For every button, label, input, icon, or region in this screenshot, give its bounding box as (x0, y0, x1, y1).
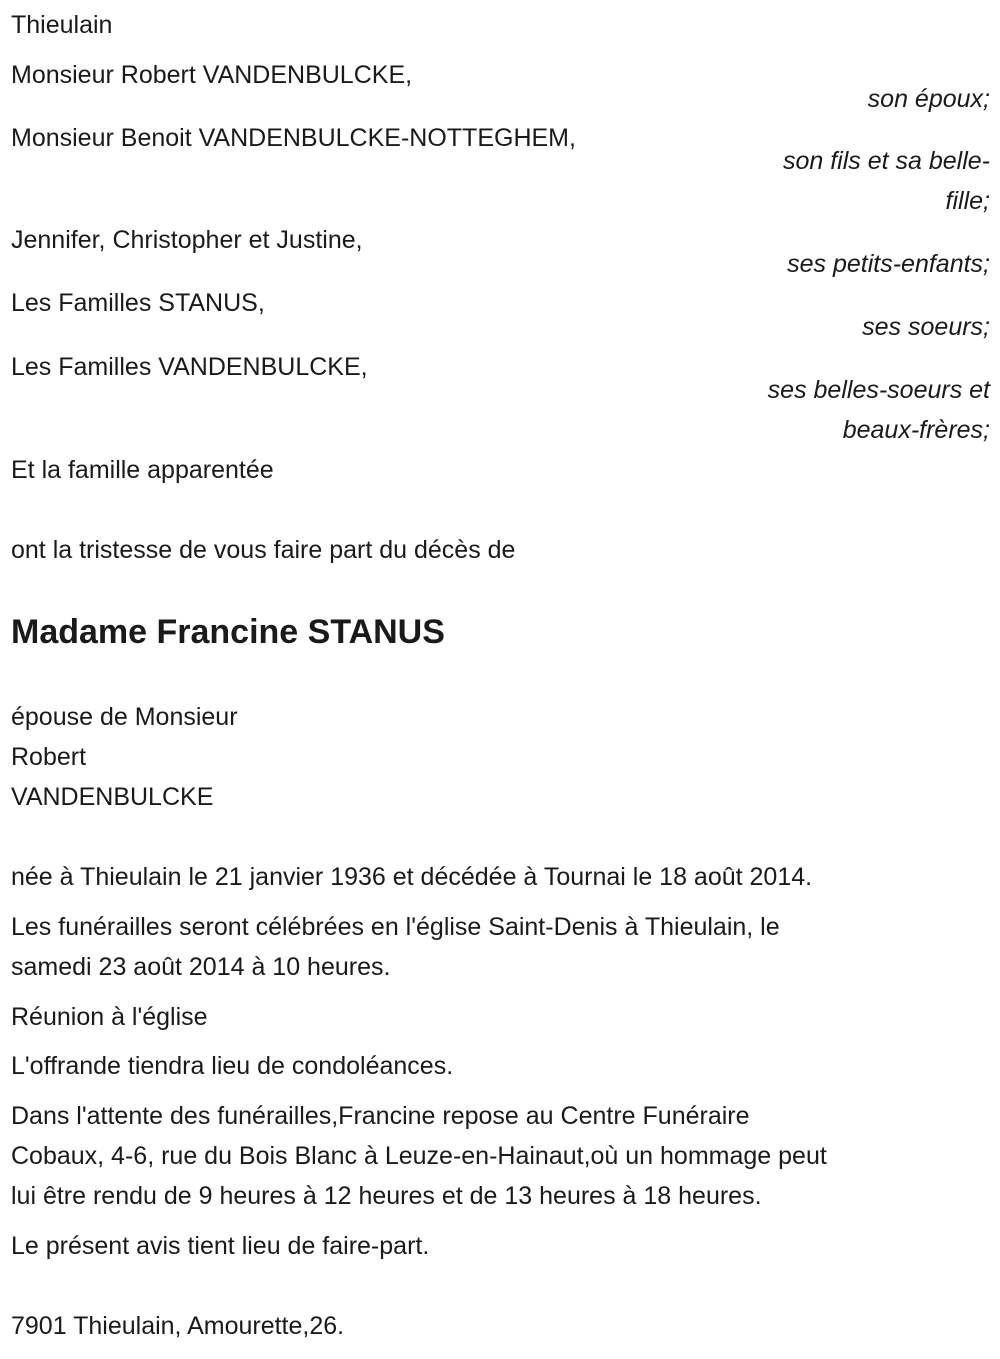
family-relation: son fils et sa belle- (782, 147, 990, 175)
family-name: Jennifer, Christopher et Justine, (11, 226, 363, 254)
announcement: ont la tristesse de vous faire part du décès de (11, 536, 516, 564)
funeral-line: Les funérailles seront célébrées en l'église Saint-Denis à Thieulain, le (11, 913, 780, 941)
viewing-line: lui être rendu de 9 heures à 12 heures et de 13 heures à 18 heures. (11, 1182, 762, 1210)
family-relation: ses petits-enfants; (787, 250, 990, 278)
address: 7901 Thieulain, Amourette,26. (11, 1312, 345, 1340)
family-relation: ses belles-soeurs et (767, 376, 990, 404)
viewing-line: Dans l'attente des funérailles,Francine repose au Centre Funéraire (11, 1102, 750, 1130)
notice: Le présent avis tient lieu de faire-part. (11, 1232, 430, 1260)
offering: L'offrande tiendra lieu de condoléances. (11, 1052, 454, 1080)
meeting: Réunion à l'église (11, 1003, 208, 1031)
birth-death: née à Thieulain le 21 janvier 1936 et décédée à Tournai le 18 août 2014. (11, 863, 813, 891)
family-name: Les Familles STANUS, (11, 289, 265, 317)
extended-family: Et la famille apparentée (11, 456, 274, 484)
deceased-name: Madame Francine STANUS (11, 613, 445, 651)
spouse-line: VANDENBULCKE (11, 783, 214, 811)
spouse-line: Robert (11, 743, 87, 771)
family-name: Monsieur Robert VANDENBULCKE, (11, 61, 413, 89)
family-name: Monsieur Benoit VANDENBULCKE-NOTTEGHEM, (11, 124, 576, 152)
family-relation: son époux; (867, 85, 990, 113)
family-name: Les Familles VANDENBULCKE, (11, 353, 368, 381)
place: Thieulain (11, 11, 113, 39)
family-relation: beaux-frères; (842, 416, 990, 444)
spouse-line: épouse de Monsieur (11, 703, 238, 731)
funeral-line: samedi 23 août 2014 à 10 heures. (11, 953, 391, 981)
viewing-line: Cobaux, 4-6, rue du Bois Blanc à Leuze-en-Hainaut,où un hommage peut (11, 1142, 827, 1170)
family-relation: fille; (945, 187, 990, 215)
family-relation: ses soeurs; (862, 313, 990, 341)
